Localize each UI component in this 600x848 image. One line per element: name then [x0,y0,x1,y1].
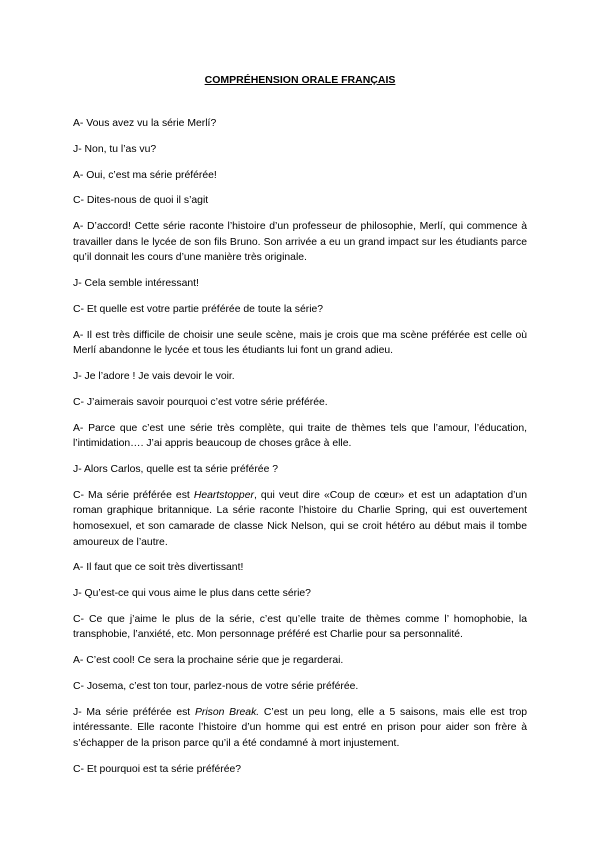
dialogue-line-5: A- D’accord! Cette série raconte l’histoire d’un professeur de philosophie, Merlí, qui commence à travailler dans le lycée de son fils Bruno. Son arrivée a eu un grand impact sur les étudiants parce qu’il donnait les cours d’une manière très originale. [73,221,527,264]
dialogue-line-11: A- Parce que c’est une série très complète, qui traite de thèmes tels que l’amour, l’éducation, l’intimidation…. J’ai appris beaucoup de choses grâce à elle. [73,422,527,450]
dialogue-line-14: A- Il faut que ce soit très divertissant! [73,562,244,574]
dialogue-line-2: J- Non, tu l’as vu? [73,143,157,155]
dialogue-line-12: J- Alors Carlos, quelle est ta série préférée ? [73,463,279,475]
dialogue-line-18: C- Josema, c’est ton tour, parlez-nous de votre série préférée. [73,681,359,693]
dialogue-line-13 [73,488,527,550]
dialogue-line-1: A- Vous avez vu la série Merlí? [73,118,217,129]
line-19-rest: C’est un peu long, elle a 5 saisons, mais elle est trop intéressante. Elle raconte l’histoire d’un homme qui est entré en prison pour aider son frère à s’échapper de la prison parce qu’il a été condamné à mort injustement. [73,706,528,749]
document-title: COMPRÉHENSION ORALE FRANÇAIS [204,74,396,86]
dialogue-line-16: C- Ce que j’aime le plus de la série, c’est qu’elle traite de thèmes comme l’ homophobie, la transphobie, l’anxiété, etc. Mon personnage préféré est Charlie pour sa personnalité. [73,613,527,641]
dialogue-line-19 [73,705,527,752]
line-13-rest: , qui veut dire «Coup de cœur» et est un adaptation d’un roman graphique britannique. La série raconte l’histoire du Charlie Spring, qui est ouvertement homosexuel, et son camarade de classe Nick Nelson, qui se croit hétéro au début mais il tombe amoureux de l’autre. [73,489,527,548]
line-19-lead: J- Ma série préférée est [73,706,195,718]
line-13-lead: C- Ma série préférée est [73,489,194,501]
dialogue-body [73,116,527,788]
dialogue-line-8: A- Il est très difficile de choisir une seule scène, mais je crois que ma scène préférée est celle où Merlí abandonne le lycée et tous les étudiants lui font un grand adieu. [73,329,527,357]
dialogue-line-9: J- Je l’adore ! Je vais devoir le voir. [73,371,235,383]
dialogue-line-6: J- Cela semble intéressant! [73,278,199,290]
series-title-heartstopper: Heartstopper [193,489,254,501]
dialogue-line-7: C- Et quelle est votre partie préférée de toute la série? [73,303,324,315]
dialogue-line-20: C- Et pourquoi est ta série préférée? [73,763,242,775]
dialogue-line-17: A- C’est cool! Ce sera la prochaine série que je regarderai. [73,655,344,667]
dialogue-line-15: J- Qu’est-ce qui vous aime le plus dans cette série? [73,588,311,600]
series-title-prison-break: Prison Break. [194,706,260,718]
dialogue-line-3: A- Oui, c’est ma série préférée! [73,169,217,181]
dialogue-line-4: C- Dites-nous de quoi il s’agit [73,195,209,207]
dialogue-line-10: C- J’aimerais savoir pourquoi c’est votre série préférée. [73,396,328,408]
